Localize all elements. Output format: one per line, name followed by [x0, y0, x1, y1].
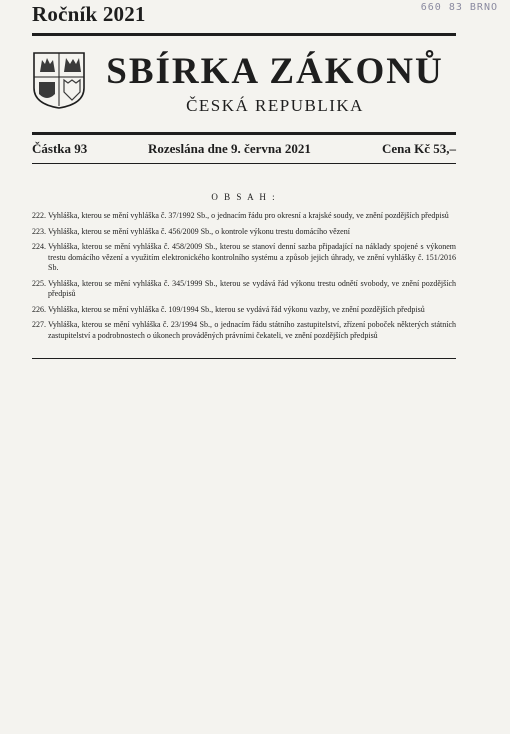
meta-rule	[32, 163, 456, 164]
list-item	[32, 227, 456, 238]
item-number: 226.	[32, 304, 46, 314]
list-item	[32, 242, 456, 274]
item-text: Vyhláška, kterou se mění vyhláška č. 345/1999 Sb., kterou se vydává řád výkonu trestu odnětí svobody, ve znění pozdějších předpisů	[48, 278, 456, 298]
volume-year: Ročník 2021	[32, 2, 146, 26]
list-item	[32, 211, 456, 222]
issue-price: Cena Kč 53,–	[381, 141, 456, 156]
list-item	[32, 320, 456, 341]
distribution-date: Rozeslána dne 9. června 2021	[148, 141, 311, 156]
item-number: 227.	[32, 320, 46, 329]
item-text: Vyhláška, kterou se mění vyhláška č. 458/2009 Sb., kterou se stanoví denní sazba připadající na náklady spojené s výkonem trestu domácího vězení a využitím elektronického kontrolního systému a způsob jejich úhrady, ve znění vyhlášky č. 151/2016 Sb.	[48, 242, 456, 272]
item-number: 222.	[32, 211, 46, 220]
state-emblem-icon	[31, 50, 87, 110]
item-number: 225.	[32, 278, 46, 288]
list-item	[32, 279, 456, 300]
contents-end-rule	[32, 358, 456, 359]
publication-subtitle: ČESKÁ REPUBLIKA	[186, 96, 364, 115]
publication-title: SBÍRKA ZÁKONŮ	[106, 51, 444, 92]
postal-stamp: 660 83 BRNO	[420, 2, 498, 13]
contents-heading: O B S A H :	[211, 192, 277, 202]
item-text: Vyhláška, kterou se mění vyhláška č. 37/1992 Sb., o jednacím řádu pro okresní a krajské soudy, ve znění pozdějších předpisů	[48, 211, 449, 220]
top-rule	[32, 33, 456, 36]
issue-number: Částka 93	[32, 141, 88, 156]
item-text: Vyhláška, kterou se mění vyhláška č. 456/2009 Sb., o kontrole výkonu trestu domácího vězení	[48, 226, 350, 236]
header-rule	[32, 132, 456, 135]
contents-list	[32, 211, 456, 346]
item-text: Vyhláška, kterou se mění vyhláška č. 23/1994 Sb., o jednacím řádu státního zastupitelství, zřízení poboček některých státních zastupitelství a podrobnostech o úkonech prováděných právními čekateli, ve znění pozdějších předpisů	[48, 320, 456, 340]
list-item	[32, 305, 456, 316]
item-text: Vyhláška, kterou se mění vyhláška č. 109/1994 Sb., kterou se vydává řád výkonu vazby, ve znění pozdějších předpisů	[48, 304, 425, 314]
item-number: 224.	[32, 242, 46, 251]
item-number: 223.	[32, 226, 46, 236]
